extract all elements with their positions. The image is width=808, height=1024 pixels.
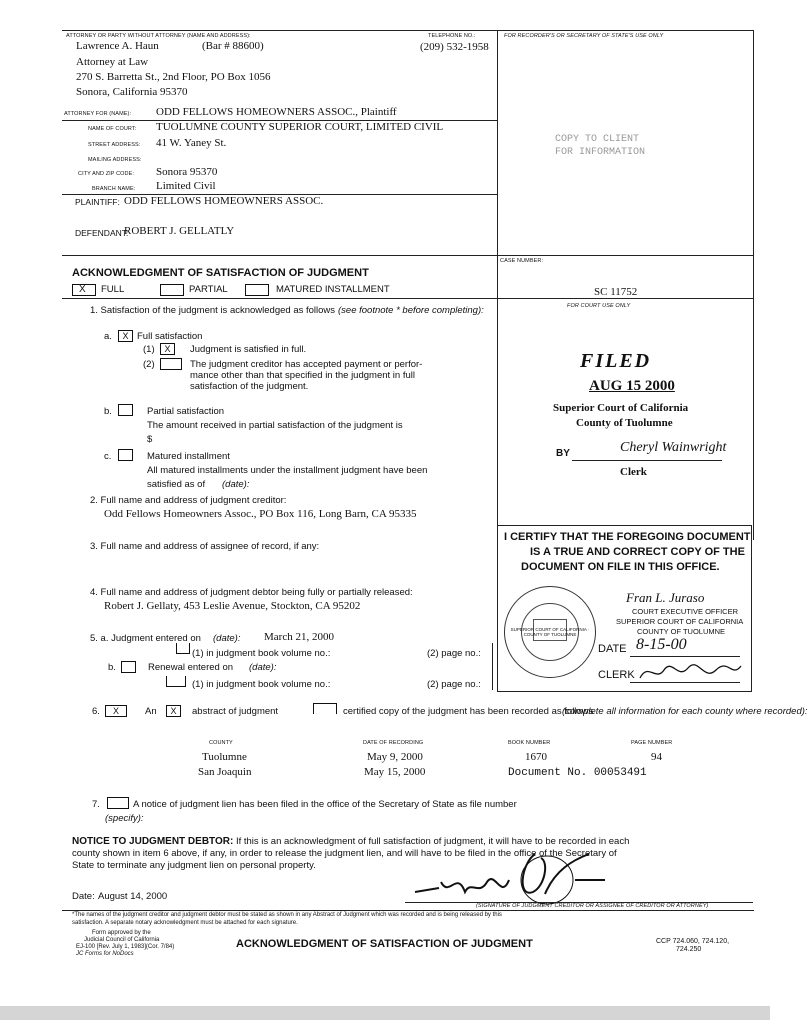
item6-row1-date: May 9, 2000	[367, 751, 423, 763]
title-top-rule	[62, 255, 754, 256]
footnote-line2: satisfaction. A separate notary acknowledgment must be attached for each signature.	[72, 920, 298, 926]
item1a-text: Full satisfaction	[137, 331, 203, 342]
item5a1-text: (1) in judgment book volume no.:	[192, 648, 331, 659]
right-border	[753, 30, 754, 540]
item1b-dollar: $	[147, 434, 153, 445]
notice-line2: county shown in item 6 above, if any, in order to release the judgment lien, and will have to be filed in the office of the Secretary of	[72, 848, 617, 859]
attorney-title: Attorney at Law	[76, 56, 149, 68]
form-line3: EJ-100 [Rev. July 1, 1983](Cor. 7/84)	[76, 944, 175, 950]
street-caption: STREET ADDRESS:	[88, 142, 141, 148]
item1a1-checkbox[interactable]: X	[160, 343, 175, 355]
item5a-hint: (date):	[213, 633, 241, 644]
item1-note: (see footnote * before completing):	[338, 305, 484, 316]
certify-line1: I CERTIFY THAT THE FOREGOING DOCUMENT	[504, 531, 751, 543]
item2-text: 2. Full name and address of judgment creditor:	[90, 495, 287, 506]
certify-officer-title3: COUNTY OF TUOLUMNE	[637, 627, 726, 636]
plaintiff-caption: PLAINTIFF:	[75, 197, 120, 207]
creditor-signature	[405, 840, 615, 906]
certify-date-label: DATE	[598, 643, 627, 655]
item1b-label: b.	[104, 406, 112, 417]
item6-hint: (complete all information for each county where recorded):	[562, 706, 808, 717]
address-line1: 270 S. Barretta St., 2nd Floor, PO Box 1056	[76, 71, 271, 83]
item6-col-date: DATE OF RECORDING	[363, 740, 424, 746]
filed-stamp-sig-line	[572, 460, 722, 461]
form-line4: JC Forms for NoDocs	[76, 951, 134, 957]
item7-checkbox[interactable]	[107, 797, 129, 809]
item7-text: A notice of judgment lien has been filed in the office of the Secretary of State as file number	[133, 799, 517, 810]
recorder-caption: FOR RECORDER'S OR SECRETARY OF STATE'S USE ONLY	[504, 33, 664, 39]
item3-text: 3. Full name and address of assignee of record, if any:	[90, 541, 320, 552]
item1a2-num: (2)	[143, 359, 155, 370]
form-title: ACKNOWLEDGMENT OF SATISFACTION OF JUDGMENT	[72, 267, 369, 279]
case-number-value: SC 11752	[594, 286, 638, 298]
item1a1-num: (1)	[143, 344, 155, 355]
filed-stamp-clerk: Clerk	[620, 466, 647, 478]
item1b-text: Partial satisfaction	[147, 406, 225, 417]
telephone-caption: TELEPHONE NO.:	[428, 33, 476, 39]
item1a1-text: Judgment is satisfied in full.	[190, 344, 307, 355]
city-value: Sonora 95370	[156, 166, 218, 178]
item1c-text: Matured installment	[147, 451, 230, 462]
plaintiff-value: ODD FELLOWS HOMEOWNERS ASSOC.	[124, 195, 324, 207]
certify-line3: DOCUMENT ON FILE IN THIS OFFICE.	[521, 561, 720, 573]
filed-stamp-title: FILED	[580, 350, 652, 372]
copy-stamp-line1: COPY TO CLIENT	[555, 134, 640, 145]
address-line2: Sonora, California 95370	[76, 86, 188, 98]
item5b-label: b.	[108, 662, 116, 673]
attorney-caption: ATTORNEY OR PARTY WITHOUT ATTORNEY (NAME AND ADDRESS):	[66, 33, 251, 39]
item6-col-page: PAGE NUMBER	[631, 740, 673, 746]
item4-text: 4. Full name and address of judgment debtor being fully or partially released:	[90, 587, 413, 598]
item1a2-checkbox[interactable]	[160, 358, 182, 370]
top-border	[62, 30, 754, 31]
branch-caption: BRANCH NAME:	[92, 186, 136, 192]
footer-title: ACKNOWLEDGMENT OF SATISFACTION OF JUDGMENT	[236, 938, 533, 950]
item5a1-box[interactable]	[176, 643, 190, 654]
certify-date-rule	[630, 656, 740, 657]
case-number-caption: CASE NUMBER:	[500, 258, 544, 264]
item1c-line2: All matured installments under the installment judgment have been	[147, 465, 428, 476]
attorney-for-caption: ATTORNEY FOR (NAME):	[64, 111, 132, 117]
copy-stamp-line2: FOR INFORMATION	[555, 147, 646, 158]
notice-line3: State to terminate any judgment lien on personal property.	[72, 860, 316, 871]
certify-officer-title2: SUPERIOR COURT OF CALIFORNIA	[616, 617, 744, 626]
item6-row2-county: San Joaquin	[198, 766, 252, 778]
item1c-checkbox[interactable]	[118, 449, 133, 461]
matured-checkbox[interactable]	[245, 284, 269, 296]
certify-officer-title1: COURT EXECUTIVE OFFICER	[632, 607, 738, 616]
form-line1: Form approved by the	[92, 930, 151, 936]
item6-an: An	[145, 706, 157, 717]
footer-rule	[62, 910, 754, 911]
attorney-for-value: ODD FELLOWS HOMEOWNERS ASSOC., Plaintiff	[156, 106, 397, 118]
item6-col-book: BOOK NUMBER	[508, 740, 551, 746]
partial-checkbox[interactable]	[160, 284, 184, 296]
item6-certified-text: certified copy of the judgment has been recorded as follows	[343, 706, 594, 717]
full-check-mark: X	[79, 284, 86, 295]
item4-value: Robert J. Gellaty, 453 Leslie Avenue, Stockton, CA 95202	[104, 600, 361, 612]
court-use-caption: FOR COURT USE ONLY	[567, 303, 631, 309]
title-bottom-rule	[62, 298, 754, 299]
footer-code-line1: CCP 724.060, 724.120,	[656, 938, 730, 945]
item6-col-county: COUNTY	[209, 740, 233, 746]
item6-row1-page: 94	[651, 751, 662, 763]
telephone-number: (209) 532-1958	[420, 41, 489, 53]
filed-stamp-court1: Superior Court of California	[553, 402, 689, 414]
date-value: August 14, 2000	[98, 891, 168, 902]
notice-lead: NOTICE TO JUDGMENT DEBTOR:	[72, 836, 234, 847]
street-value: 41 W. Yaney St.	[156, 137, 227, 149]
item6-certified-box[interactable]	[313, 703, 337, 714]
item6-row2-date: May 15, 2000	[364, 766, 426, 778]
item1a2-line3: satisfaction of the judgment.	[190, 381, 309, 392]
item1b-checkbox[interactable]	[118, 404, 133, 416]
item5-page-divider	[492, 643, 493, 690]
signature-caption: (SIGNATURE OF JUDGMENT CREDITOR OR ASSIGNEE OF CREDITOR OR ATTORNEY)	[476, 903, 709, 909]
court-use-divider	[497, 255, 498, 540]
item5a2-text: (2) page no.:	[427, 648, 481, 659]
filed-stamp-date: AUG 15 2000	[589, 378, 675, 394]
item7-hint: (specify):	[105, 813, 144, 824]
certify-date-value: 8-15-00	[636, 636, 687, 653]
notice-line1-text: If this is an acknowledgment of full satisfaction of judgment, it will have to be recorded in each	[235, 836, 630, 847]
defendant-value: ROBERT J. GELLATLY	[124, 225, 235, 237]
filed-stamp-court2: County of Tuolumne	[576, 417, 673, 429]
court-name: TUOLUMNE COUNTY SUPERIOR COURT, LIMITED CIVIL	[156, 121, 444, 133]
matured-label: MATURED INSTALLMENT	[276, 284, 390, 295]
footnote-line1: *The names of the judgment creditor and judgment debtor must be stated as shown in any Abstract of Judgment which was recorded and is being released by this	[72, 912, 502, 918]
scan-noise-band	[0, 1006, 770, 1020]
item1a-checkbox[interactable]: X	[118, 330, 133, 342]
item6-num: 6.	[92, 706, 100, 717]
item5b-hint: (date):	[249, 662, 277, 673]
item1c-date-hint: (date):	[222, 479, 250, 490]
filed-stamp-clerk-signature: Cheryl Wainwright	[620, 440, 727, 455]
item6-row1-county: Tuolumne	[202, 751, 247, 763]
item5a-value: March 21, 2000	[264, 631, 334, 643]
date-label: Date:	[72, 891, 95, 902]
item6-abstract-checkbox[interactable]: X	[166, 705, 181, 717]
item5b1-text: (1) in judgment book volume no.:	[192, 679, 331, 690]
item5a-text: 5. a. Judgment entered on	[90, 633, 201, 644]
footer-code-line2: 724.250	[676, 946, 702, 953]
court-seal	[504, 586, 596, 678]
court-name-caption: NAME OF COURT:	[88, 126, 137, 132]
item1b-line2: The amount received in partial satisfaction of the judgment is	[147, 420, 403, 431]
court-seal-text: SUPERIOR COURT OF CALIFORNIA · COUNTY OF TUOLUMNE	[510, 627, 590, 637]
partial-label: PARTIAL	[189, 284, 228, 295]
city-caption: CITY AND ZIP CODE:	[78, 171, 134, 177]
item6-abstract-text: abstract of judgment	[192, 706, 279, 717]
item5b2-text: (2) page no.:	[427, 679, 481, 690]
full-checkbox[interactable]	[72, 284, 96, 296]
form-line2: Judicial Council of California	[84, 937, 160, 943]
item1c-label: c.	[104, 451, 112, 462]
item6-row1-book: 1670	[525, 751, 547, 763]
header-divider	[497, 30, 498, 255]
item6-row2-book: Document No. 00053491	[508, 767, 647, 779]
item1a2-line2: mance other than that specified in the judgment in full	[190, 370, 415, 381]
certify-clerk-signature	[638, 660, 743, 684]
certify-officer-name: Fran L. Juraso	[626, 590, 705, 605]
certify-clerk-rule	[630, 682, 740, 683]
certify-clerk-label: CLERK	[598, 669, 635, 681]
attorney-name: Lawrence A. Haun	[76, 40, 159, 52]
item6-checkbox[interactable]: X	[105, 705, 127, 717]
filed-stamp-by: BY	[556, 448, 570, 459]
item1a-label: a.	[104, 331, 112, 342]
item5b-checkbox[interactable]	[121, 661, 136, 673]
item1-text: 1. Satisfaction of the judgment is acknowledged as follows	[90, 305, 336, 316]
certify-line2: IS A TRUE AND CORRECT COPY OF THE	[530, 546, 745, 558]
item1a2-line1: The judgment creditor has accepted payment or perfor-	[190, 359, 423, 370]
full-label: FULL	[101, 284, 125, 295]
mailing-caption: MAILING ADDRESS:	[88, 157, 142, 163]
bar-number: (Bar # 88600)	[202, 40, 264, 52]
defendant-caption: DEFENDANT:	[75, 228, 129, 238]
item5b1-box[interactable]	[166, 676, 186, 687]
item5b-text: Renewal entered on	[148, 662, 234, 673]
item1c-line3: satisfied as of	[147, 479, 206, 490]
item2-value: Odd Fellows Homeowners Assoc., PO Box 116, Long Barn, CA 95335	[104, 508, 417, 520]
branch-value: Limited Civil	[156, 180, 216, 192]
item7-num: 7.	[92, 799, 100, 810]
